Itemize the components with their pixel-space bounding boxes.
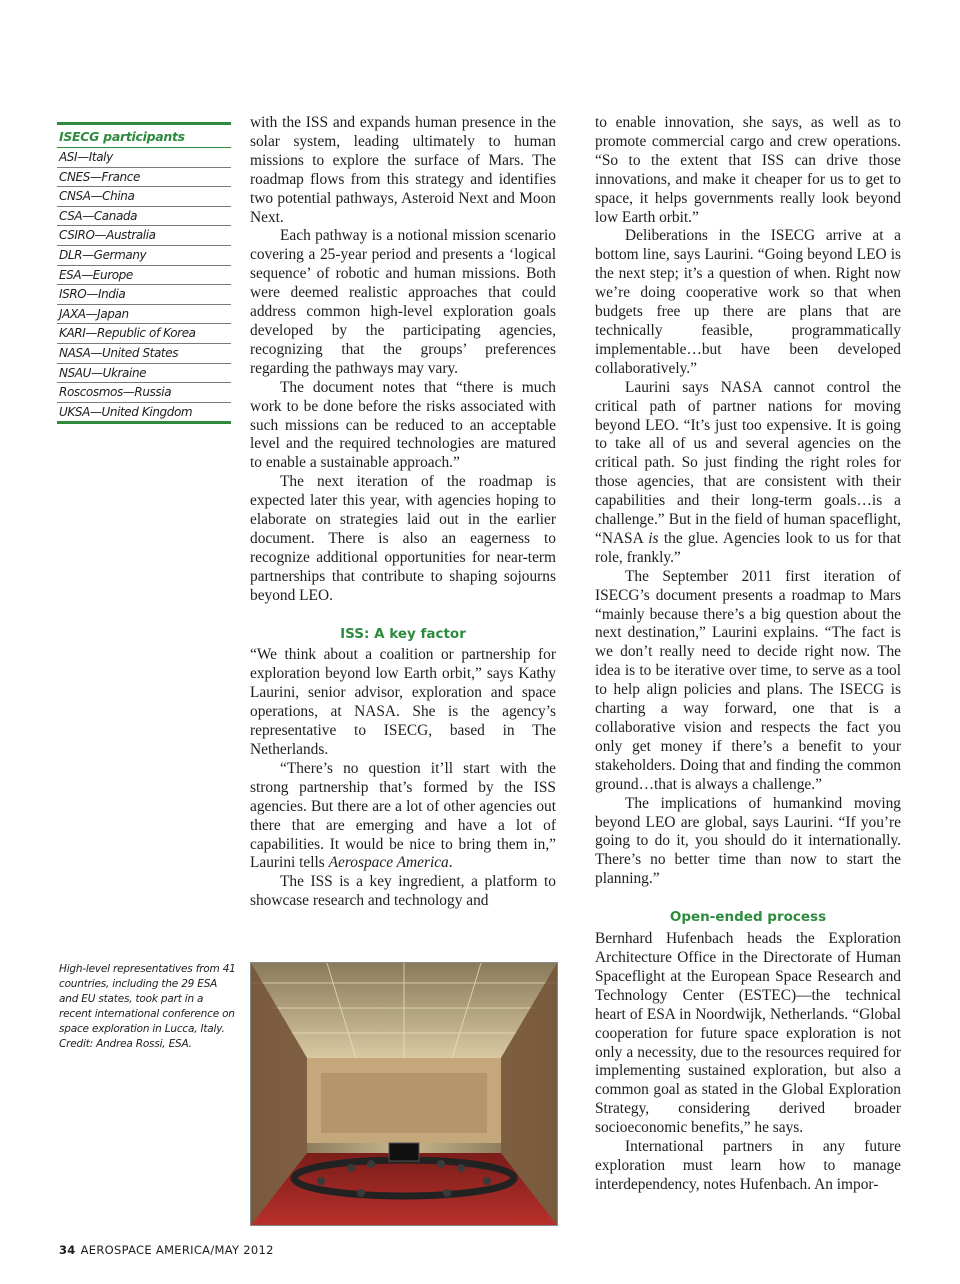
paragraph: The ISS is a key ingredient, a platform to showcase research and technology and xyxy=(250,873,556,910)
paragraph-text: “There’s no question it’ll start with the strong partnership that’s formed by the ISS agencies. But there are a lot of other agencies out there that are emerging and have a lot of capabilities. It would be nice to bring them in,” Laurini tells xyxy=(250,759,556,872)
participant-item: NSAU—Ukraine xyxy=(57,364,231,384)
page-folio xyxy=(59,1243,274,1257)
participant-item: DLR—Germany xyxy=(57,246,231,266)
participant-item: ISRO—India xyxy=(57,285,231,305)
participants-sidebar xyxy=(57,122,231,424)
publication-name: Aerospace America xyxy=(328,854,449,872)
paragraph-text: . xyxy=(448,854,453,872)
paragraph: The September 2011 first iteration of ISECG’s document presents a roadmap to Mars “mainly because there’s a big question about the next destination,” Laurini explains. “The fact is we don’t really need to decide right now. The idea is to be iterative over time, to serve as a tool to help align policies and plans. The ISECG is charting a way forward, one that is a collaborative vision and respects the fact you only get money if there’s a benefit to your stakeholders. Doing that and finding the common ground…that is always a challenge.” xyxy=(595,567,901,793)
paragraph: Bernhard Hufenbach heads the Exploration Architecture Office in the Directorate of Human Spaceflight at the European Space Research and Technology Center (ESTEC)—the technical heart of ESA in Noordwijk, Netherlands. “Global cooperation for future space exploration is not only a necessity, due to the resources required for implementing sustained exploration, but also a common goal as stated in the Global Exploration Strategy, considering derived broader socioeconomic benefits,” he says. xyxy=(595,930,901,1137)
article-column-middle xyxy=(250,114,556,911)
paragraph: The document notes that “there is much work to be done before the risks associated with such missions can be reduced to an acceptable level and the required technologies are matured to enable a sustainable approach.” xyxy=(250,378,556,472)
section-heading: Open-ended process xyxy=(669,909,827,926)
paragraph xyxy=(595,379,901,568)
participant-item: ASI—Italy xyxy=(57,148,231,168)
paragraph: Each pathway is a notional mission scenario covering a 25-year period and presents a ‘logical sequence’ of robotic and human missions. Both were deemed realistic approaches that could address common high-level exploration goals developed by the participating agencies, recognizing that the groups’ preferences regarding the pathways may vary. xyxy=(250,227,556,377)
publication-line: AEROSPACE AMERICA/MAY 2012 xyxy=(80,1243,274,1257)
paragraph: to enable innovation, she says, as well as to promote commercial cargo and crew operations. “So to the extent that ISS can drive those innovations, and make it cheaper for us to get to space, it helps governments really look beyond low Earth orbit.” xyxy=(595,114,901,226)
paragraph: International partners in any future exploration must learn how to manage interdependency, notes Hufenbach. An impor- xyxy=(595,1138,901,1193)
paragraph-text: Laurini says NASA cannot control the critical path of partner nations for moving beyond LEO. “It’s just too expensive. It is going to take all of us and several agencies on the critical path. So just finding the right roles for those agencies, that are consistent with their capabilities and their long-term goals…is a challenge.” But in the field of human spaceflight, “NASA xyxy=(595,378,901,547)
conference-hall-illustration xyxy=(251,963,557,1225)
participant-item: JAXA—Japan xyxy=(57,305,231,325)
participant-item: ESA—Europe xyxy=(57,266,231,286)
page-number: 34 xyxy=(59,1243,76,1257)
paragraph: Deliberations in the ISECG arrive at a bottom line, says Laurini. “Going beyond LEO is the next step; it’s a question of when. Right now we’re doing cooperative work so that when budgets free up there are plans that are technically feasible, programmatically implementable…but have been developed collaboratively.” xyxy=(595,227,901,377)
participants-box xyxy=(57,122,231,424)
paragraph: The next iteration of the roadmap is expected later this year, with agencies hoping to elaborate on strategies laid out in the earlier document. There is also an eagerness to recognize additional opportunities for near-term partnerships that contribute to shaping sojourns beyond LEO. xyxy=(250,473,556,604)
participant-item: KARI—Republic of Korea xyxy=(57,324,231,344)
participant-item: UKSA—United Kingdom xyxy=(59,404,193,419)
article-column-right xyxy=(595,114,901,1195)
paragraph: with the ISS and expands human presence in the solar system, leading ultimately to human missions to explore the surface of Mars. The roadmap flows from this strategy and identifies two potential pathways, Asteroid Next and Moon Next. xyxy=(250,114,556,226)
sidebar-title: ISECG participants xyxy=(57,125,231,148)
section-heading: ISS: A key factor xyxy=(340,625,466,642)
participant-item: CSIRO—Australia xyxy=(57,226,231,246)
participant-item: Roscosmos—Russia xyxy=(57,383,231,403)
paragraph xyxy=(250,760,556,873)
photo-caption: High-level representatives from 41 countries, including the 29 ESA and EU states, took part in a recent international conference on space exploration in Lucca, Italy. Credit: Andrea Rossi, ESA. xyxy=(59,963,236,1050)
participant-item: CSA—Canada xyxy=(57,207,231,227)
participant-item: NASA—United States xyxy=(57,344,231,364)
emphasis: is xyxy=(648,529,659,547)
participant-list xyxy=(57,148,231,421)
participant-item: CNSA—China xyxy=(57,187,231,207)
paragraph: “We think about a coalition or partnership for exploration beyond low Earth orbit,” says Kathy Laurini, senior advisor, exploration and space operations, at NASA. She is the agency’s representative to ISECG, based in The Netherlands. xyxy=(250,646,556,758)
participant-item: CNES—France xyxy=(57,168,231,188)
paragraph: The implications of humankind moving beyond LEO are global, says Laurini. “If you’re going to do it, you should do it internationally. There’s no better time than now to start the planning.” xyxy=(595,794,901,888)
conference-hall-photo xyxy=(250,962,558,1226)
paragraph-text: the glue. Agencies look to us for that role, frankly.” xyxy=(595,529,901,566)
